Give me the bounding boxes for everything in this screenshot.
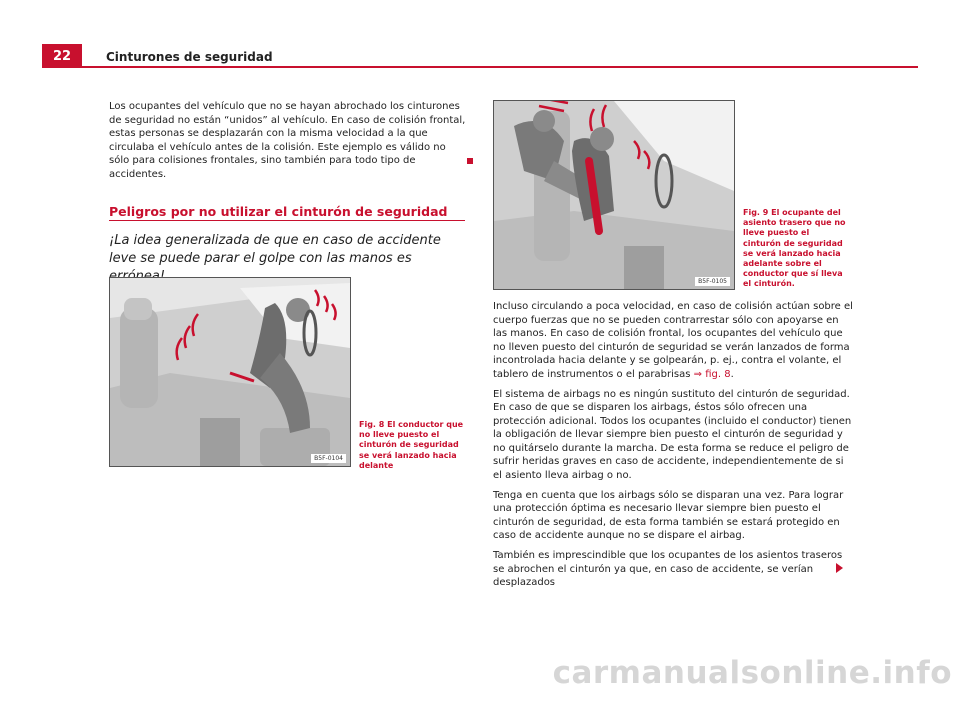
continue-arrow-icon [836, 563, 843, 573]
figure-9-caption: Fig. 9 El ocupante del asiento trasero que no lleve puesto el cinturón de seguridad se verá lanzado hacia adelante sobre el conductor que sí lleva el cinturón. [743, 208, 846, 289]
driver-thrown-forward-illustration [110, 278, 350, 466]
page-header-title: Cinturones de seguridad [106, 50, 273, 64]
figure-8-image [109, 277, 351, 467]
body-text [493, 300, 853, 596]
body-paragraph-3: Tenga en cuenta que los airbags sólo se disparan una vez. Para lograr una protección óptima es necesario llevar siempre bien puesto el cinturón de seguridad, de esta forma también se estará protegido en caso de accidente aunque no se dispare el airbag. [493, 489, 844, 541]
body-paragraph-4: También es imprescindible que los ocupantes de los asientos traseros se abrochen el cinturón ya que, en caso de accidente, se verían desplazados [493, 550, 843, 588]
section-lead: ¡La idea generalizada de que en caso de accidente leve se puede parar el golpe con las manos es [109, 233, 441, 266]
page-number: 22 [42, 44, 82, 68]
body-paragraph-1 [493, 300, 853, 381]
figure-9-image [493, 100, 735, 290]
figure-9-code: B5F-0105 [695, 277, 730, 286]
figure-8-code: B5F-0104 [311, 454, 346, 463]
figure-8-reference-link[interactable]: ⇒ fig. 8 [693, 368, 731, 380]
intro-paragraph: Los ocupantes del vehículo que no se hayan abrochado los cinturones de seguridad no están “unidos” al vehículo. En caso de colisión frontal, estas personas se desplazarán con la misma velocidad a la que circulaba el vehículo antes de la colisión. Este ejemplo es válido no sólo para colisiones frontales, sino también para todo tipo de accidentes. [109, 101, 466, 180]
section-title: Peligros por no utilizar el cinturón de seguridad [109, 204, 448, 219]
rear-passenger-thrown-forward-illustration [494, 101, 734, 289]
section-divider [109, 220, 465, 221]
body-paragraph-2: El sistema de airbags no es ningún sustituto del cinturón de seguridad. En caso de que se disparen los airbags, éstos sólo ofrecen una protección adicional. Todos los ocupantes (incluido el conductor) tienen la obligación de llevar siempre bien puesto el cinturón de seguridad y no quitárselo durante la marcha. De esta forma se reduce el peligro de sufrir heridas graves en caso de accidente, independientemente de si el asiento lleva airbag o no. [493, 388, 852, 481]
body-paragraph-1-text: Incluso circulando a poca velocidad, en caso de colisión actúan sobre el cuerpo fuerzas que no se pueden contrarrestar sólo con apoyarse en las manos. En caso de colisión frontal, los ocupantes del vehículo que no lleven puesto del cinturón de seguridad se verán lanzados de forma incontrolada hacia delante y se golpearán, p. ej., contra el volante, el tablero de instrumentos o el parabrisas [493, 301, 853, 380]
section-end-marker [467, 158, 473, 164]
body-paragraph-1-end: . [730, 368, 734, 380]
watermark: carmanualsonline.info [552, 655, 952, 691]
figure-8-caption: Fig. 8 El conductor que no lleve puesto el cinturón de seguridad se verá lanzado hacia delante [359, 420, 464, 470]
header-divider [82, 66, 918, 68]
